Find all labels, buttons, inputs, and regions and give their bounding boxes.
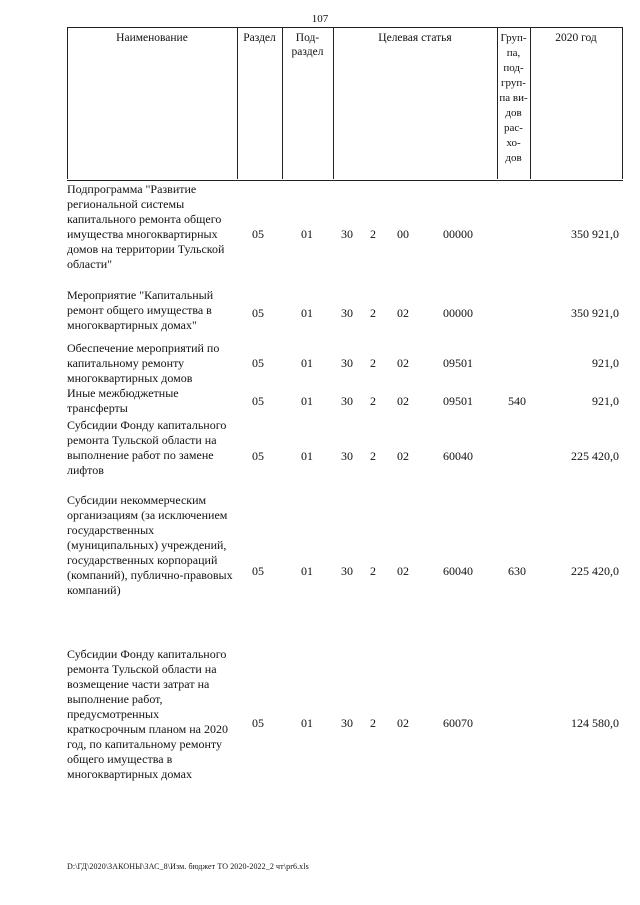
row-razdel: 05 (252, 356, 264, 370)
row-razdel: 05 (252, 306, 264, 320)
row-target-4: 00000 (443, 306, 473, 320)
row-target-4: 00000 (443, 227, 473, 241)
row-razdel: 05 (252, 449, 264, 463)
page-number: 107 (311, 13, 329, 25)
row-podrazdel: 01 (301, 449, 313, 463)
row-amount: 921,0 (592, 394, 619, 408)
row-target-2: 2 (370, 227, 376, 241)
row-target-3: 02 (397, 306, 409, 320)
row-amount: 225 420,0 (571, 564, 619, 578)
row-podrazdel: 01 (301, 716, 313, 730)
row-podrazdel: 01 (301, 227, 313, 241)
row-target-4: 09501 (443, 394, 473, 408)
row-razdel: 05 (252, 394, 264, 408)
row-target-3: 02 (397, 716, 409, 730)
row-target-1: 30 (341, 716, 353, 730)
row-razdel: 05 (252, 716, 264, 730)
row-name: Обеспечение мероприятий по капитальному ремонту многоквартирных домов (67, 341, 220, 385)
row-podrazdel: 01 (301, 356, 313, 370)
row-target-2: 2 (370, 356, 376, 370)
header-razdel: Раздел (243, 32, 276, 44)
row-target-1: 30 (341, 306, 353, 320)
header-podrazdel: Под- раздел (291, 32, 324, 58)
row-podrazdel: 01 (301, 394, 313, 408)
row-target-3: 02 (397, 449, 409, 463)
row-amount: 350 921,0 (571, 227, 619, 241)
row-name: Иные межбюджетные трансферты (67, 386, 179, 415)
row-target-1: 30 (341, 227, 353, 241)
header-year: 2020 год (555, 32, 597, 44)
row-target-1: 30 (341, 449, 353, 463)
row-target-4: 60070 (443, 716, 473, 730)
row-name: Мероприятие "Капитальный ремонт общего имущества в многоквартирных домах" (67, 288, 214, 332)
row-name: Подпрограмма "Развитие региональной системы капитального ремонта общего имущества многоквартирных домов на территории Тульской области" (67, 182, 225, 271)
row-amount: 921,0 (592, 356, 619, 370)
row-target-1: 30 (341, 394, 353, 408)
row-amount: 124 580,0 (571, 716, 619, 730)
row-gruppa: 540 (508, 394, 526, 408)
row-name: Субсидии некоммерческим организациям (за исключением государственных (муниципальных) учреждений, государственных корпораций (компаний), публично-правовых компаний) (67, 493, 233, 597)
row-podrazdel: 01 (301, 306, 313, 320)
row-razdel: 05 (252, 564, 264, 578)
row-target-4: 60040 (443, 449, 473, 463)
row-amount: 225 420,0 (571, 449, 619, 463)
row-target-4: 09501 (443, 356, 473, 370)
row-target-2: 2 (370, 306, 376, 320)
header-tselevaya-statya: Целевая статья (378, 32, 452, 44)
file-path-footer: D:\ГД\2020\ЗАКОНЫ\ЗАС_8\Изм. бюджет ТО 2020-2022_2 чт\pr6.xls (67, 862, 309, 871)
row-amount: 350 921,0 (571, 306, 619, 320)
row-target-3: 02 (397, 564, 409, 578)
row-gruppa: 630 (508, 564, 526, 578)
row-target-3: 02 (397, 356, 409, 370)
row-name: Субсидии Фонду капитального ремонта Тульской области на возмещение части затрат на выполнение работ, предусмотренных краткосрочным планом на 2020 год, по капитальному ремонту общего имущества в многоквартирных домах (67, 647, 229, 781)
row-target-3: 02 (397, 394, 409, 408)
row-target-2: 2 (370, 716, 376, 730)
row-name: Субсидии Фонду капитального ремонта Тульской области на выполнение работ по замене лифтов (67, 418, 227, 477)
header-name: Наименование (116, 32, 188, 44)
row-target-1: 30 (341, 564, 353, 578)
row-target-2: 2 (370, 449, 376, 463)
row-podrazdel: 01 (301, 564, 313, 578)
row-target-1: 30 (341, 356, 353, 370)
row-target-3: 00 (397, 227, 409, 241)
row-target-2: 2 (370, 564, 376, 578)
header-gruppa: Груп- па, под- груп- па ви- дов рас- хо- дов (499, 32, 528, 164)
row-target-2: 2 (370, 394, 376, 408)
row-target-4: 60040 (443, 564, 473, 578)
row-razdel: 05 (252, 227, 264, 241)
